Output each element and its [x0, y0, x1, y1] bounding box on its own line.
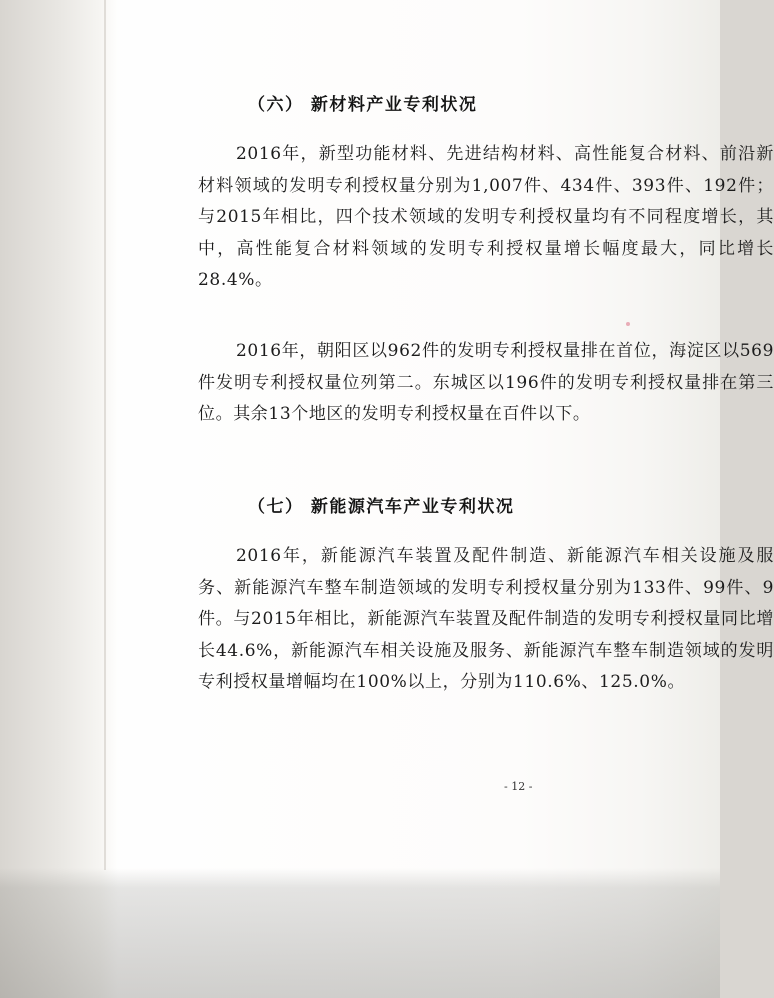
paragraph-new-energy-vehicles: 2016年，新能源汽车装置及配件制造、新能源汽车相关设施及服务、新能源汽车整车制造领域的发明专利授权量分别为133件、99件、9件。与2015年相比，新能源汽车装置及配件制造的发明专利授权量同比增长44.6%，新能源汽车相关设施及服务、新能源汽车整车制造领域的发明专利授权量增幅均在100%以上，分别为110.6%、125.0%。	[198, 546, 774, 692]
page-number: - 12 -	[504, 780, 533, 793]
bottom-shadow	[0, 868, 720, 998]
paragraph-new-materials-fields: 2016年，新型功能材料、先进结构材料、高性能复合材料、前沿新材料领域的发明专利授权量分别为1,007件、434件、393件、192件；与2015年相比，四个技术领域的发明专利授权量均有不同程度增长，其中，高性能复合材料领域的发明专利授权量增长幅度最大，同比增长28.4%。	[198, 144, 774, 290]
document-page	[104, 0, 774, 870]
section-heading-new-energy-vehicles: （七） 新能源汽车产业专利状况	[248, 497, 515, 517]
section-heading-new-materials: （六） 新材料产业专利状况	[248, 95, 478, 115]
paragraph-new-materials-districts: 2016年，朝阳区以962件的发明专利授权量排在首位，海淀区以569件发明专利授权量位列第二。东城区以196件的发明专利授权量排在第三位。其余13个地区的发明专利授权量在百件以下。	[198, 341, 774, 424]
binding-shadow	[0, 0, 118, 998]
ink-speck	[626, 322, 630, 326]
